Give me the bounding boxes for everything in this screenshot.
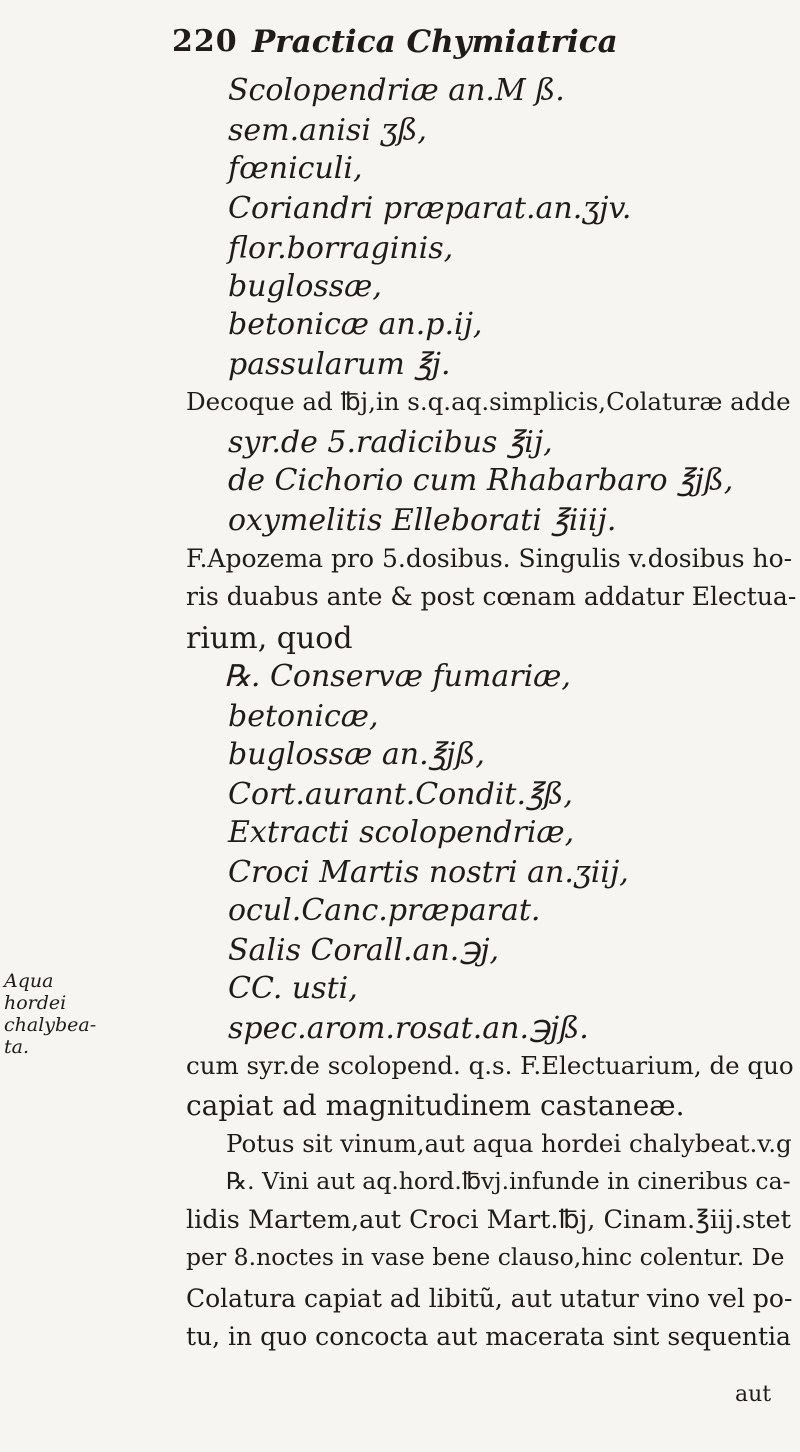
text-line: betonicæ, bbox=[228, 699, 379, 734]
running-title: Practica Chymiatrica bbox=[252, 24, 618, 60]
text-line: tu, in quo concocta aut macerata sint sequentia bbox=[186, 1322, 791, 1351]
text-line: fœniculi, bbox=[228, 151, 363, 186]
text-line: capiat ad magnitudinem castaneæ. bbox=[186, 1089, 685, 1122]
text-line: ℞. Vini aut aq.hord.℔vj.infunde in cineribus ca- bbox=[226, 1167, 791, 1195]
text-line: Extracti scolopendriæ, bbox=[228, 815, 575, 850]
text-line: sem.anisi ʒß, bbox=[228, 113, 427, 148]
margin-note-line: hordei bbox=[4, 992, 67, 1014]
text-line: syr.de 5.radicibus ℥ij, bbox=[228, 425, 553, 460]
page-number: 220 bbox=[172, 24, 238, 59]
text-line: ris duabus ante & post cœnam addatur Electua- bbox=[186, 582, 797, 611]
text-line: de Cichorio cum Rhabarbaro ℥jß, bbox=[228, 463, 734, 498]
text-line: buglossæ an.℥jß, bbox=[228, 737, 485, 772]
catchword: aut bbox=[735, 1382, 772, 1407]
margin-note-line: ta. bbox=[4, 1036, 30, 1058]
text-line: Coriandri præparat.an.ʒjv. bbox=[228, 191, 632, 226]
text-line: Colatura capiat ad libitũ, aut utatur vino vel po- bbox=[186, 1284, 793, 1313]
text-line: passularum ℥j. bbox=[228, 347, 451, 382]
text-line: lidis Martem,aut Croci Mart.℔j, Cinam.℥iij.stet bbox=[186, 1205, 791, 1235]
text-line: Croci Martis nostri an.ʒiij, bbox=[228, 855, 629, 890]
text-line: Potus sit vinum,aut aqua hordei chalybeat.v.g bbox=[226, 1129, 792, 1158]
text-line: spec.arom.rosat.an.℈jß. bbox=[228, 1011, 589, 1046]
text-line: ℞. Conservæ fumariæ, bbox=[224, 659, 571, 694]
text-line: betonicæ an.p.ij, bbox=[228, 307, 483, 342]
text-line: Cort.aurant.Condit.℥ß, bbox=[228, 777, 573, 812]
text-line: flor.borraginis, bbox=[228, 231, 454, 266]
text-line: F.Apozema pro 5.dosibus. Singulis v.dosibus ho- bbox=[186, 544, 793, 573]
margin-note bbox=[4, 970, 97, 1058]
margin-note-line: chalybea- bbox=[4, 1014, 97, 1036]
text-line: ocul.Canc.præparat. bbox=[228, 893, 541, 928]
text-line: Scolopendriæ an.M ß. bbox=[228, 73, 565, 108]
page-header bbox=[172, 24, 732, 74]
text-line: cum syr.de scolopend. q.s. F.Electuarium, de quo bbox=[186, 1051, 794, 1080]
margin-note-line: Aqua bbox=[4, 970, 54, 992]
text-line: oxymelitis Elleborati ℥iiij. bbox=[228, 503, 617, 538]
text-line: CC. usti, bbox=[228, 971, 358, 1006]
text-line: per 8.noctes in vase bene clauso,hinc colentur. De bbox=[186, 1243, 785, 1271]
text-line: buglossæ, bbox=[228, 269, 382, 304]
text-line: Salis Corall.an.℈j, bbox=[228, 933, 500, 968]
text-line: rium, quod bbox=[186, 621, 353, 656]
text-line: Decoque ad ℔j,in s.q.aq.simplicis,Colaturæ adde bbox=[186, 387, 791, 416]
